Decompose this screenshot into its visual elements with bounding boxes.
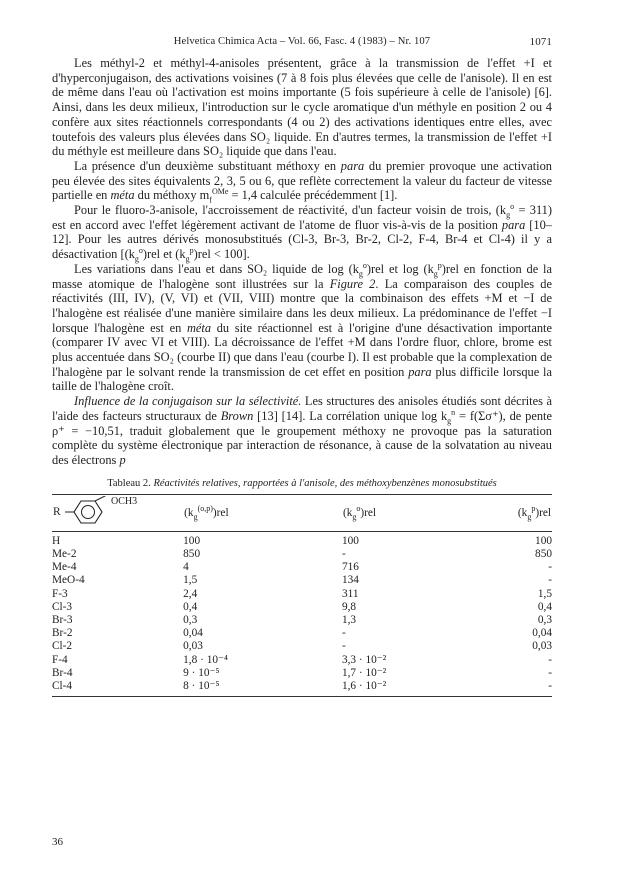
table-header-row (52, 494, 552, 531)
table-caption-prefix: Tableau 2. (107, 477, 151, 489)
journal-title: Helvetica Chimica Acta – Vol. 66, Fasc. 4 (1983) – Nr. 107 (173, 36, 431, 47)
cell-k-m: 134 (341, 574, 359, 587)
cell-k-m: 1,7 · 10⁻² (341, 666, 387, 679)
cell-k-op: 100 (183, 534, 201, 547)
table-row (52, 667, 552, 680)
methoxybenzene-structure (53, 496, 153, 526)
table-row (52, 588, 552, 601)
table-caption-text: Réactivités relatives, rapportées à l'anisole, des méthoxybenzènes monosubstitués (153, 477, 497, 489)
header-kp: $(k_g^p)rel$ (517, 503, 551, 521)
cell-substituent: Br-4 (52, 666, 73, 679)
cell-substituent: Cl-2 (52, 640, 73, 653)
cell-k-p: 850 (535, 547, 552, 560)
cell-k-op: 0,4 (183, 600, 198, 613)
cell-substituent: Br-3 (52, 613, 73, 626)
table-row (52, 561, 552, 574)
cell-k-p: - (548, 666, 552, 679)
paragraph-methylanisoles: Les méthyl-2 et méthyl-4-anisoles présentent, grâce à la transmission de l'effet +I et d'hyperconjugaison, des activations voisines (7 à 8 fois plus élevées que celle de l'anisole). Il en est de même dans l'eau où l'activation est moins importante (5 fois supérieure à celle de l'anisole) [6]. Ainsi, dans les deux milieux, l'introduction sur le cycle aromatique d'un méthyle en position 2 ou 4 confère aux sites réactionnels correspondants (4 ou 2) des activations identiques entre elles, avec toutefois des valeurs plus élevées dans SO₂ liquide. En d'autres termes, la transmission de l'effet +I du méthyle est meilleure dans SO₂ liquide que dans l'eau. (52, 56, 552, 159)
paragraph-conjugation: Influence de la conjugaison sur la sélectivité. Les structures des anisoles étudiés sont décrites à l'aide des facteurs structuraux de Brown [13] [14]. La corrélation unique $\log k_g^n = f(\Sigma\sigma^+)$, de pente ρ⁺ = −10,51, traduit globalement que le groupement méthoxy ne provoque pas la saturation complète du système électronique par interaction de résonance, à cause de la solvatation au niveau des électrons p (52, 394, 552, 467)
header-structure (52, 494, 183, 531)
cell-k-p: 0,3 (537, 613, 552, 626)
cell-k-op: 9 · 10⁻⁵ (183, 666, 220, 679)
cell-k-p: 1,5 (537, 587, 552, 600)
table-row (52, 680, 552, 697)
cell-k-op: 4 (183, 561, 189, 574)
running-head (52, 36, 552, 54)
r-label: R (53, 506, 61, 519)
cell-k-m: - (341, 627, 346, 640)
table-row (52, 531, 552, 548)
paragraph-fluoroanisole: Pour le fluoro-3-anisole, l'accroissement de réactivité, d'un facteur voisin de trois, $(k_g^o = 311)$ est en accord avec l'effet légèrement activant de l'atome de fluor vis-à-vis de la position para [10–12]. Pour les autres dérivés monosubstitués (Cl-3, Br-3, Br-2, Cl-2, F-4, Br-4 et Cl-4) il y a désactivation [$(k_g^o)rel$ et $(k_g^p)rel < 100$]. (52, 201, 553, 264)
cell-k-m: - (341, 547, 346, 560)
cell-substituent: Br-2 (52, 627, 73, 640)
cell-substituent: F-3 (52, 587, 68, 600)
cell-k-m: 1,3 (341, 613, 357, 626)
cell-k-m: 9,8 (341, 600, 357, 613)
header-kop: $(k_g^{(o,p)})rel$ (184, 503, 229, 521)
cell-k-p: 0,4 (537, 600, 552, 613)
cell-k-m: 1,6 · 10⁻² (342, 680, 471, 697)
cell-k-p: - (548, 561, 552, 574)
cell-substituent: Cl-3 (52, 600, 73, 613)
cell-substituent: H (52, 534, 61, 547)
benzene-ring-icon (63, 496, 115, 526)
cell-substituent: F-4 (52, 653, 68, 666)
table-row (52, 627, 552, 640)
cell-k-m: 3,3 · 10⁻² (341, 653, 387, 666)
cell-k-op: 8 · 10⁻⁵ (183, 680, 342, 697)
cell-k-op: 1,8 · 10⁻⁴ (183, 653, 228, 666)
table-row (52, 614, 552, 627)
reactivity-table (52, 494, 552, 697)
table-row (52, 548, 552, 561)
cell-k-p: - (548, 653, 552, 666)
och3-label: OCH3 (111, 496, 138, 508)
header-km: $(k_g^o)rel$ (342, 503, 377, 521)
cell-k-op: 0,3 (183, 613, 198, 626)
page-number: 1071 (529, 36, 552, 48)
cell-substituent: MeO-4 (52, 574, 85, 587)
cell-k-p: 0,04 (532, 627, 552, 640)
paragraph-halogen-variations: Les variations dans l'eau et dans SO₂ liquide de $\log (k_g^o)rel$ et $\log (k_g^p)rel$ en fonction de la masse atomique de l'halogène sont illustrées sur la Figure 2. La comparaison des couples de réactivités (III, IV), (V, VI) et (VII, VIII) montre que la combinaison des effets +M et −I de l'halogène est réalisée d'une manière similaire dans les deux milieux. La prédominance de l'effet −I lorsque l'halogène est en méta du site réactionnel est à l'origine d'une désactivation importante (comparer IV avec VI et VIII). La décroissance de l'effet +M dans l'ordre fluor, chlore, brome est plus accentuée dans SO₂ (courbe II) que dans l'eau (courbe I). Il est probable que la complexation de l'halogène par le solvant rende la transmission de cet effet en position para plus difficile lorsque la taille de l'halogène croît. (52, 260, 552, 394)
table-caption (52, 477, 552, 490)
cell-k-p: 100 (535, 534, 552, 547)
cell-k-p: - (548, 574, 552, 587)
cell-substituent: Me-2 (52, 547, 77, 560)
folio-number: 36 (52, 836, 63, 848)
cell-k-m: 716 (341, 561, 359, 574)
cell-k-op: 1,5 (183, 574, 198, 587)
table-row (52, 601, 552, 614)
cell-k-m: 311 (341, 587, 359, 600)
cell-k-m: 100 (341, 534, 359, 547)
table-row (52, 574, 552, 587)
page (52, 36, 552, 697)
cell-k-op: 850 (183, 547, 201, 560)
cell-substituent: Me-4 (52, 561, 77, 574)
cell-k-m: - (341, 640, 346, 653)
cell-k-p: - (471, 680, 552, 697)
cell-k-op: 0,04 (183, 627, 203, 640)
paragraph-dimethoxy: La présence d'un deuxième substituant méthoxy en para du premier provoque une activation peu élevée des sites équivalents 2, 3, 5 ou 6, que reflète correctement la valeur du facteur de vitesse partielle en méta du méthoxy $m_f^{OMe} = 1,4$ calculée précédemment [1]. (52, 158, 552, 205)
table-body (52, 531, 552, 696)
cell-k-op: 0,03 (183, 640, 203, 653)
cell-substituent: Cl-4 (52, 680, 183, 697)
section-heading: Influence de la conjugaison sur la sélectivité. (74, 394, 302, 409)
cell-k-op: 2,4 (183, 587, 198, 600)
table-row (52, 640, 552, 653)
cell-k-p: 0,03 (532, 640, 552, 653)
table-row (52, 654, 552, 667)
body-text (52, 56, 552, 468)
